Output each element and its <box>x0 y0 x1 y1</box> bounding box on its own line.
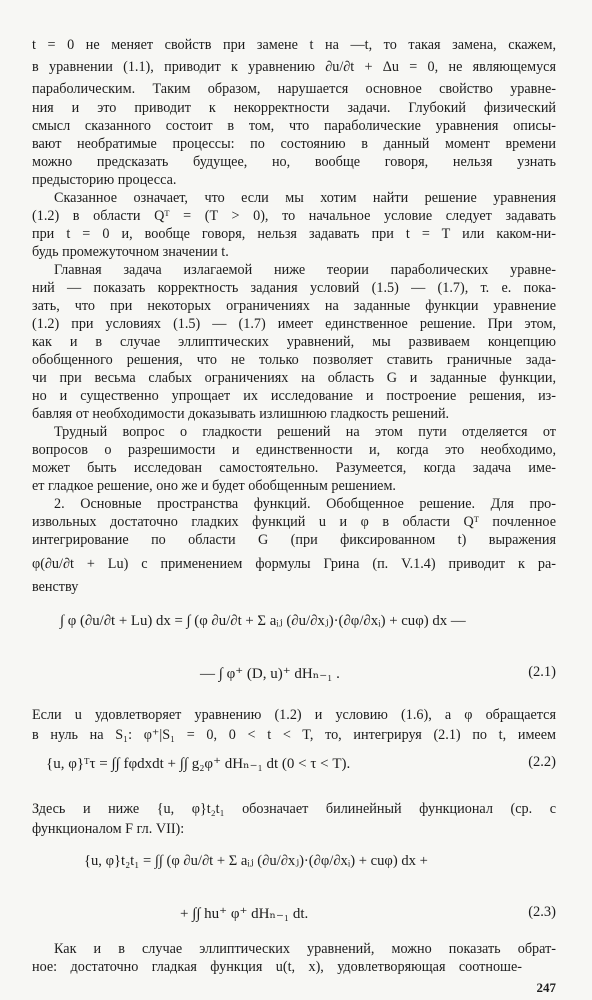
equation-2-3-line2: + ∫∫ hu⁺ φ⁺ dHₙ₋₁ dt. <box>180 906 309 922</box>
text-line: Как и в случае эллиптических уравнений, можно показать обрат- <box>54 941 556 957</box>
text-line: в уравнении (1.1), приводит к уравнению ∂u/∂t + Δu = 0, не являющемуся <box>32 59 556 75</box>
equation-2-3-line1: {u, φ}t₂t₁ = ∫∫ (φ ∂u/∂t + Σ aᵢⱼ (∂u/∂xⱼ)·(∂φ/∂xᵢ) + cuφ) dx + <box>84 853 428 869</box>
text-line: зать, что при некоторых ограничениях на заданные функции уравнение <box>32 298 556 314</box>
text-line: в нуль на S₁: φ⁺|S₁ = 0, 0 < t < T, то, интегрируя (2.1) по t, имеем <box>32 727 556 743</box>
text-line: ний — показать корректность задания условий (1.5) — (1.7), т. е. пока- <box>32 280 556 296</box>
text-line: вают необратимые процессы: по состоянию в данный момент времени <box>32 136 556 152</box>
equation-2-1-line1: ∫ φ (∂u/∂t + Lu) dx = ∫ (φ ∂u/∂t + Σ aᵢⱼ (∂u/∂xⱼ)·(∂φ/∂xᵢ) + cuφ) dx — <box>60 613 466 629</box>
section-heading-line: 2. Основные пространства функций. Обобщенное решение. Для про- <box>54 496 556 512</box>
text-line: Трудный вопрос о гладкости решений на этом пути отделяется от <box>54 424 556 440</box>
text-line: Здесь и ниже {u, φ}t₂t₁ обозначает билинейный функционал (ср. с <box>32 801 556 817</box>
text-line: предысторию процесса. <box>32 172 177 188</box>
text-line: может быть исследован самостоятельно. Разумеется, когда задача име- <box>32 460 556 476</box>
equation-2-1-line2: — ∫ φ⁺ (D, u)⁺ dHₙ₋₁ . <box>200 666 340 682</box>
text-line: смысл сказанного состоит в том, что параболические уравнения описы- <box>32 118 556 134</box>
text-line: извольных достаточно гладких функций u и φ в области Qᵀ почленное <box>32 514 556 530</box>
text-line: обобщенного решения, что не только позволяет ставить граничные зада- <box>32 352 556 368</box>
text-line: (1.2) в области Qᵀ = (T > 0), то начальное условие следует задавать <box>32 208 556 224</box>
equation-number: (2.1) <box>528 664 556 680</box>
text-line: Если u удовлетворяет уравнению (1.2) и условию (1.6), а φ обращается <box>32 707 556 723</box>
text-line: (1.2) при условиях (1.5) — (1.7) имеет единственное решение. При этом, <box>32 316 556 332</box>
text-line: функционалом F гл. VII): <box>32 821 185 837</box>
text-line: как и в случае эллиптических уравнений, мы развиваем концепцию <box>32 334 556 350</box>
text-line: будь промежуточном значении t. <box>32 244 229 260</box>
page-number: 247 <box>536 980 556 995</box>
text-line: вопросов о разрешимости и единственности и, когда это необходимо, <box>32 442 556 458</box>
text-line: бавляя от необходимости доказывать излишнюю гладкость решений. <box>32 406 450 422</box>
text-line: можно предсказать будущее, но, вообще говоря, нельзя узнать <box>32 154 556 170</box>
text-line: при t = 0 и, вообще говоря, нельзя задавать при t = T или каком-ни- <box>32 226 556 242</box>
text-line: Сказанное означает, что если мы хотим найти решение уравнения <box>54 190 556 206</box>
text-line: ния и это приводит к некорректности задачи. Глубокий физический <box>32 100 556 116</box>
equation-2-2: {u, φ}ᵀτ = ∫∫ fφdxdt + ∫∫ g₂φ⁺ dHₙ₋₁ dt (0 < τ < T). <box>46 756 351 772</box>
equation-number: (2.2) <box>528 754 556 770</box>
text-line: чи при весьма слабых ограничениях на область G и заданные функции, <box>32 370 556 386</box>
text-line: ное: достаточно гладкая функция u(t, x), удовлетворяющая соотноше- <box>32 959 522 975</box>
text-line: Главная задача излагаемой ниже теории параболических уравне- <box>54 262 556 278</box>
equation-number: (2.3) <box>528 904 556 920</box>
text-line: t = 0 не меняет свойств при замене t на —t, то такая замена, скажем, <box>32 37 556 53</box>
text-line: φ(∂u/∂t + Lu) с применением формулы Грина (п. V.1.4) приводит к ра- <box>32 556 556 572</box>
text-line: но и существенно упрощает их исследование и построение решения, из- <box>32 388 556 404</box>
text-line: интегрирование по области G (при фиксированном t) выражения <box>32 532 556 548</box>
text-line: венству <box>32 579 79 595</box>
text-line: ет гладкое решение, оно же и будет обобщенным решением. <box>32 478 396 494</box>
text-line: параболическим. Таким образом, нарушается основное свойство уравне- <box>32 81 556 97</box>
